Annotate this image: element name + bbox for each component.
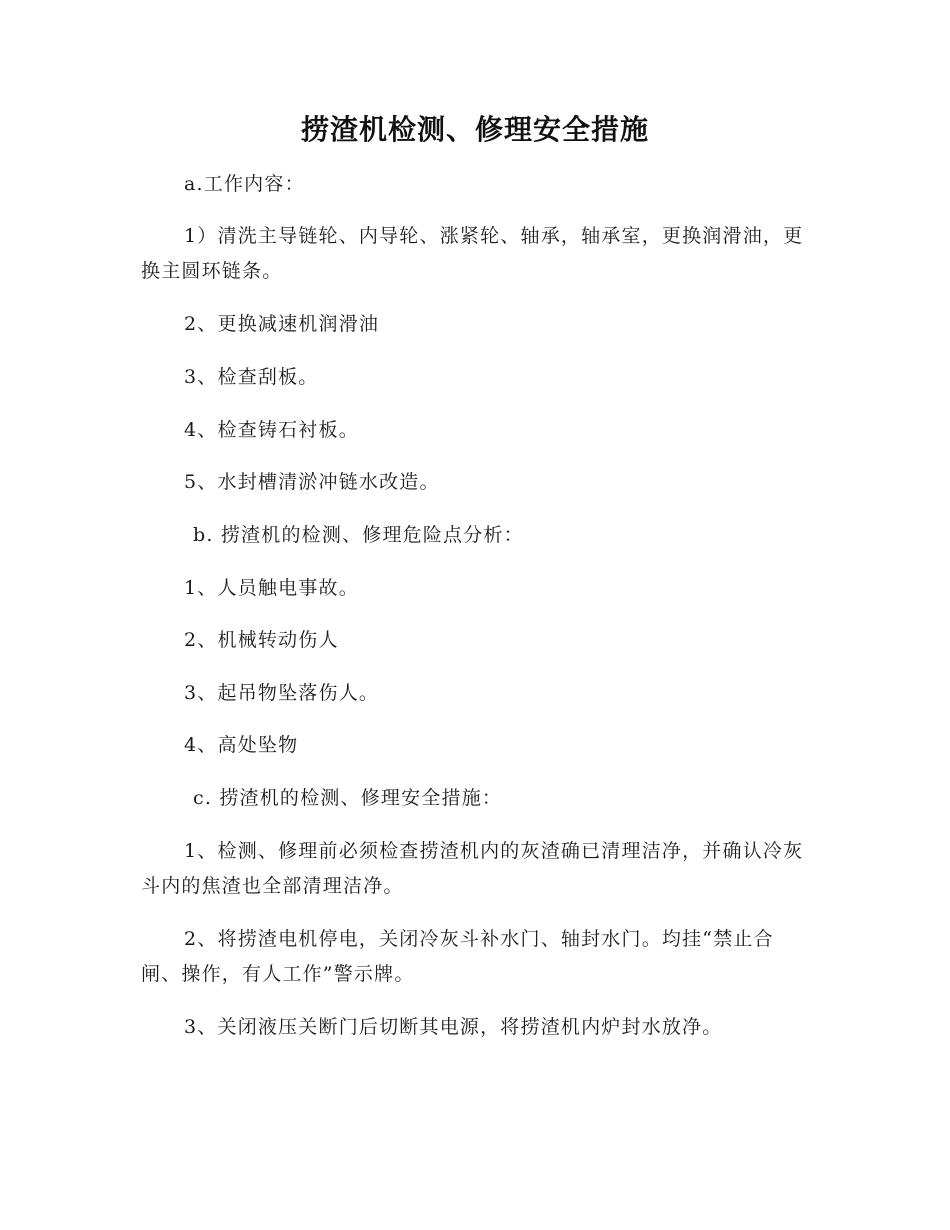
list-item: 3、检查刮板。 <box>184 366 319 388</box>
section-heading-c: c. 捞渣机的检测、修理安全措施： <box>193 787 503 809</box>
section-heading-b: b. 捞渣机的检测、修理危险点分析： <box>193 524 524 546</box>
section-heading-a: a.工作内容： <box>184 173 305 195</box>
list-item: 1）清洗主导链轮、内导轮、涨紧轮、轴承，轴承室，更换润滑油，更换主圆环链条。 <box>141 225 804 282</box>
list-item: 2、将捞渣电机停电，关闭冷灰斗补水门、轴封水门。均挂“禁止合闸、操作，有人工作”警示牌。 <box>141 928 774 985</box>
list-item: 3、起吊物坠落伤人。 <box>184 682 380 704</box>
list-item: 4、高处坠物 <box>184 734 299 756</box>
list-item: 2、机械转动伤人 <box>184 629 339 651</box>
list-item: 3、关闭液压关断门后切断其电源，将捞渣机内炉封水放净。 <box>184 1016 723 1038</box>
list-item: 2、更换减速机润滑油 <box>184 313 380 335</box>
list-item: 4、检查铸石衬板。 <box>184 419 359 441</box>
list-item: 1、检测、修理前必须检查捞渣机内的灰渣确已清理洁净，并确认冷灰斗内的焦渣也全部清理洁净。 <box>141 840 804 897</box>
list-item: 5、水封槽清淤冲链水改造。 <box>184 471 440 493</box>
list-item: 1、人员触电事故。 <box>184 577 359 599</box>
document-title: 捞渣机检测、修理安全措施 <box>300 113 649 146</box>
